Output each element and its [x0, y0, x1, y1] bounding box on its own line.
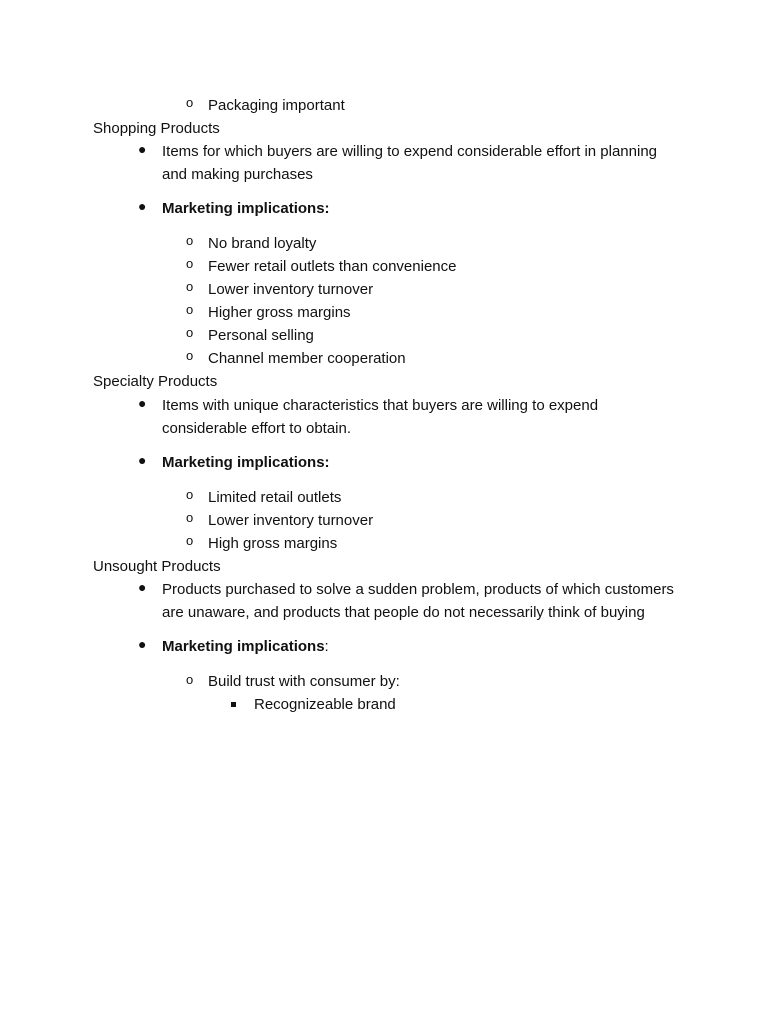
list-item: Channel member cooperation	[208, 350, 406, 367]
unsought-description-line1: Products purchased to solve a sudden problem, products of which customers	[162, 581, 674, 598]
list-item: Personal selling	[208, 327, 314, 344]
list-item: Fewer retail outlets than convenience	[208, 258, 457, 275]
circle-bullet-icon: o	[186, 233, 194, 248]
circle-bullet-icon: o	[186, 325, 194, 340]
circle-bullet-icon: o	[186, 348, 194, 363]
bullet-icon: ●	[138, 579, 147, 595]
shopping-description-line1: Items for which buyers are willing to expend considerable effort in planning	[162, 143, 657, 160]
bullet-icon: ●	[138, 141, 147, 157]
list-item: Limited retail outlets	[208, 489, 342, 506]
bullet-icon: ●	[138, 636, 147, 652]
specialty-description-line2: considerable effort to obtain.	[162, 420, 352, 437]
shopping-description-line2: and making purchases	[162, 166, 313, 183]
circle-bullet-icon: o	[186, 302, 194, 317]
circle-bullet-icon: o	[186, 279, 194, 294]
unsought-implications-label-line	[162, 635, 329, 658]
list-item: Packaging important	[208, 97, 345, 114]
unsought-description-line2: are unaware, and products that people do not necessarily think of buying	[162, 604, 645, 621]
list-item: Build trust with consumer by:	[208, 673, 400, 690]
bullet-icon: ●	[138, 452, 147, 468]
circle-bullet-icon: o	[186, 533, 194, 548]
list-item: High gross margins	[208, 535, 338, 552]
circle-bullet-icon: o	[186, 510, 194, 525]
circle-bullet-icon: o	[186, 256, 194, 271]
list-item: Higher gross margins	[208, 304, 351, 321]
sub-list-item: Recognizeable brand	[254, 696, 396, 713]
circle-bullet-icon: o	[186, 672, 194, 687]
bullet-icon: ●	[138, 395, 147, 411]
shopping-implications-label: Marketing implications:	[162, 200, 330, 217]
list-item: Lower inventory turnover	[208, 512, 374, 529]
section-heading-specialty: Specialty Products	[93, 373, 218, 390]
list-item: Lower inventory turnover	[208, 281, 374, 298]
circle-bullet-icon: o	[186, 95, 194, 110]
section-heading-shopping: Shopping Products	[93, 120, 220, 137]
circle-bullet-icon: o	[186, 487, 194, 502]
bullet-icon: ●	[138, 198, 147, 214]
list-item: No brand loyalty	[208, 235, 317, 252]
section-heading-unsought: Unsought Products	[93, 558, 221, 575]
square-bullet-icon	[231, 702, 236, 707]
specialty-implications-label: Marketing implications:	[162, 454, 330, 471]
label-colon: :	[324, 638, 329, 655]
specialty-description-line1: Items with unique characteristics that buyers are willing to expend	[162, 397, 599, 414]
unsought-implications-label: Marketing implications	[162, 638, 325, 655]
